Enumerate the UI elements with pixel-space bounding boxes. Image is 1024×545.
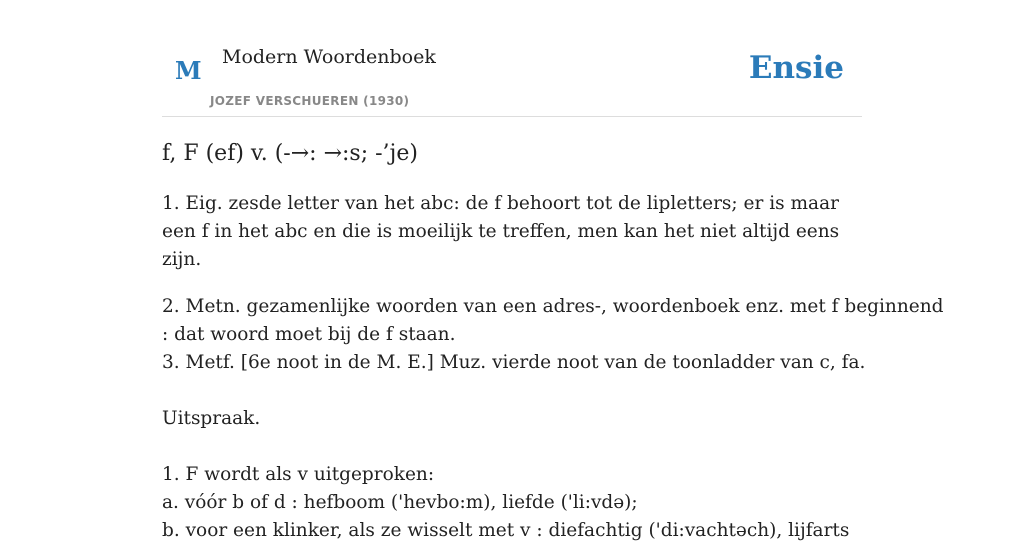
- book-title[interactable]: Modern Woordenboek: [222, 46, 436, 68]
- site-header: [162, 0, 862, 117]
- pronunciation-rule-1: 1. F wordt als v uitgeproken:: [162, 464, 435, 485]
- definition-1: 1. Eig. zesde letter van het abc: de f behoort tot de lipletters; er is maar een f in het abc en die is moeilijk te treffen, men kan het niet altijd eens zijn.: [162, 193, 840, 270]
- pronunciation-rule-1a: a. vóór b of d : hefboom ('hevbo:m), liefde ('li:vdə);: [162, 492, 638, 513]
- spacer: [162, 433, 866, 461]
- book-logo-icon[interactable]: M: [175, 56, 202, 85]
- pronunciation-heading: Uitspraak.: [162, 408, 261, 429]
- pronunciation-rule-1b: b. voor een klinker, als ze wisselt met v : diefachtig ('di:vachtəch), lijfarts: [162, 520, 850, 541]
- brand-logo[interactable]: Ensie: [748, 50, 844, 86]
- definition-2-line-2: : dat woord moet bij de f staan.: [162, 324, 456, 345]
- definition-3: 3. Metf. [6e noot in de M. E.] Muz. vierde noot van de toonladder van c, fa.: [162, 352, 866, 373]
- definition-2-3: [162, 293, 944, 377]
- book-author: JOZEF VERSCHUEREN (1930): [210, 94, 410, 108]
- entry-headword: f, F (ef) v. (-→: →:s; -’je): [162, 141, 418, 166]
- entry-content: [162, 138, 944, 545]
- spacer: [162, 377, 866, 405]
- definition-2-line-1: 2. Metn. gezamenlijke woorden van een adres-, woordenboek enz. met f beginnend: [162, 296, 944, 317]
